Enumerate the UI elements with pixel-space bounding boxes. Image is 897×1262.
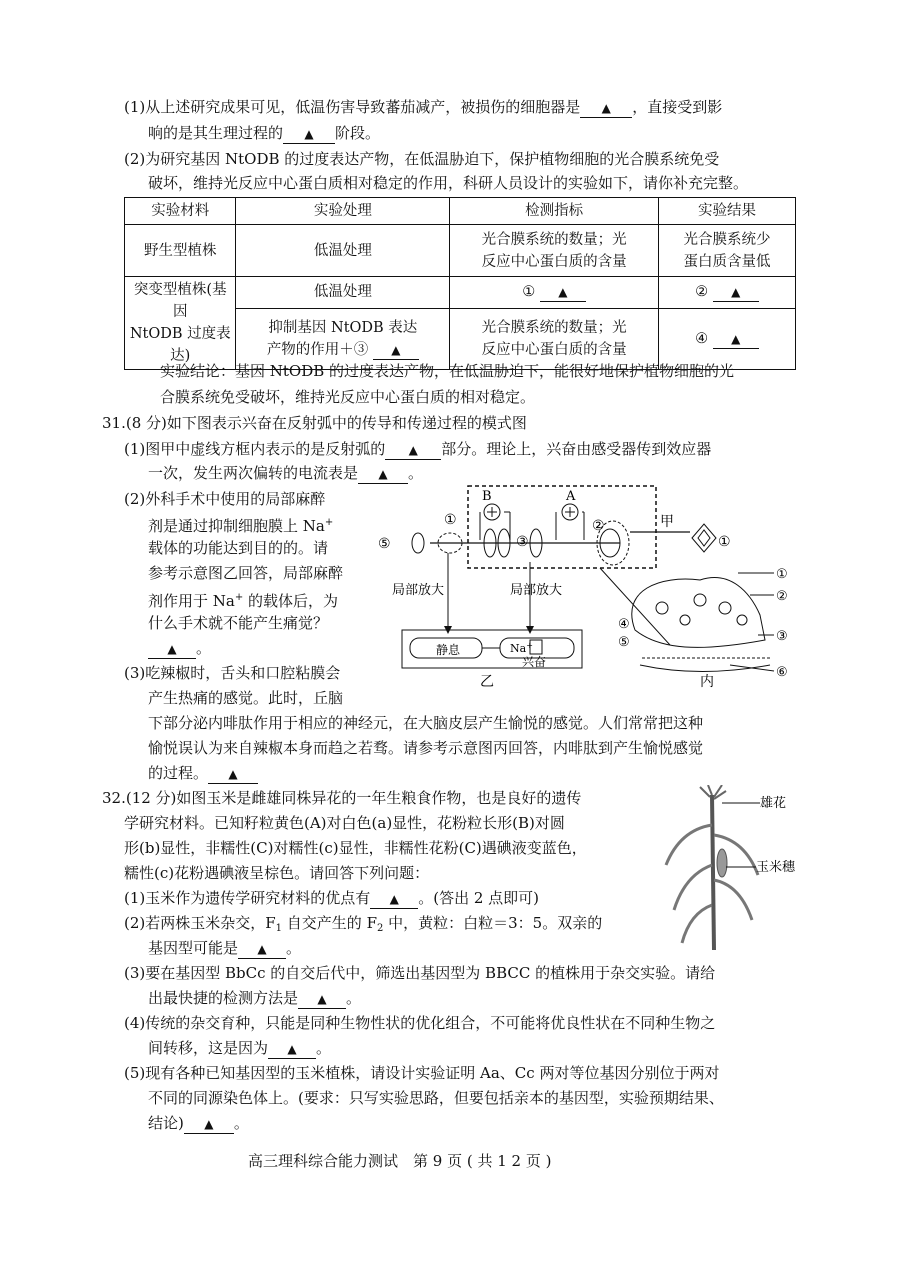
answer-blank[interactable]: ▲: [184, 1114, 234, 1134]
marker-2: ②: [592, 518, 605, 534]
q31-p2-line1: (2)外科手术中使用的局部麻醉: [124, 490, 326, 508]
answer-blank[interactable]: ▲: [713, 330, 759, 349]
q31-p3-line1: (3)吃辣椒时，舌头和口腔粘膜会: [124, 664, 341, 682]
synapse-marker-1: ①: [776, 567, 788, 582]
table-cell: 光合膜系统少 蛋白质含量低: [658, 225, 795, 277]
intro-q2-line1: (2)为研究基因 NtODB 的过度表达产物，在低温胁迫下，保护植物细胞的光合膜系统免受: [124, 150, 720, 168]
table-cell: 低温处理: [236, 277, 450, 309]
q32-p4-line2: 间转移，这是因为 ▲ 。: [148, 1039, 332, 1057]
label-na: Na+: [510, 641, 533, 655]
label-b: B: [482, 489, 492, 504]
answer-blank[interactable]: ▲: [385, 440, 441, 460]
marker-5: ⑤: [378, 536, 391, 552]
q31-p3-line3: 下部分泌内啡肽作用于相应的神经元，在大脑皮层产生愉悦的感觉。人们常常把这种: [148, 714, 704, 732]
q32-p2-line2: 基因型可能是 ▲ 。: [148, 939, 302, 957]
q32-p2-line1: (2)若两株玉米杂交，$F_1$ 自交产生的 $F_2$ 中，黄粒：白粒＝3：5。双亲的: [124, 914, 603, 934]
synapse-marker-2: ②: [776, 589, 788, 604]
q31-p1-line1: (1)图甲中虚线方框内表示的是反射弧的 ▲ 部分。理论上，兴奋由感受器传到效应器: [124, 440, 712, 458]
page-footer: 高三理科综合能力测试 第 9 页 ( 共 1 2 页 ): [248, 1152, 552, 1170]
answer-blank[interactable]: ▲: [370, 889, 418, 909]
marker-1-right: ①: [718, 534, 731, 550]
table-header: 检测指标: [450, 198, 659, 225]
label-zoom-left: 局部放大: [392, 583, 445, 598]
q32-p1: (1)玉米作为遗传学研究材料的优点有 ▲ 。(答出 2 点即可): [124, 889, 540, 907]
q32-line3: 形(b)显性，非糯性(C)对糯性(c)显性，非糯性花粉(C)遇碘液变蓝色，: [124, 839, 587, 857]
table-cell: ① ▲: [450, 277, 659, 309]
q32-line1: 32.(12 分)如图玉米是雌雄同株异花的一年生粮食作物，也是良好的遗传: [102, 789, 582, 807]
answer-blank[interactable]: ▲: [373, 341, 419, 360]
label-jia: 甲: [660, 514, 674, 530]
table-row: [125, 225, 796, 277]
q32-line2: 学研究材料。已知籽粒黄色(A)对白色(a)显性，花粉粒长形(B)对圆: [124, 814, 565, 832]
label-nei: 内: [700, 674, 714, 690]
q31-p3-line2: 产生热痛的感觉。此时，丘脑: [148, 689, 344, 707]
corn-plant-illustration: [660, 785, 810, 955]
answer-blank[interactable]: ▲: [148, 639, 196, 659]
table-cell: 抑制基因 NtODB 表达 产物的作用＋③ ▲: [236, 308, 450, 369]
answer-blank[interactable]: ▲: [283, 124, 335, 144]
synapse-marker-3: ③: [776, 629, 788, 644]
answer-blank[interactable]: ▲: [580, 98, 632, 118]
q31-p2-line7: ▲ 。: [148, 637, 211, 659]
table-cell: ④ ▲: [658, 308, 795, 369]
marker-1: ①: [444, 512, 457, 528]
answer-blank[interactable]: ▲: [540, 283, 586, 302]
q31-title: 31.(8 分)如下图表示兴奋在反射弧中的传导和传递过程的模式图: [102, 414, 527, 432]
table-header: 实验材料: [125, 198, 236, 225]
synapse-marker-6: ⑥: [776, 665, 788, 680]
q31-p1-line2: 一次，发生两次偏转的电流表是 ▲ 。: [148, 464, 424, 482]
table-header: 实验处理: [236, 198, 450, 225]
answer-blank[interactable]: ▲: [358, 464, 408, 484]
table-cell: 低温处理: [236, 225, 450, 277]
q32-p5-line2: 不同的同源染色体上。(要求：只写实验思路，但要包括亲本的基因型，实验预期结果、: [148, 1089, 724, 1107]
table-header-row: [125, 198, 796, 225]
intro-q2-line2: 破坏，维持光反应中心蛋白质相对稳定的作用，科研人员设计的实验如下，请你补充完整。: [148, 174, 749, 192]
answer-blank[interactable]: ▲: [208, 764, 258, 784]
q31-p2-line4: 参考示意图乙回答，局部麻醉: [148, 564, 344, 582]
q32-p4-line1: (4)传统的杂交育种，只能是同种生物性状的优化组合，不可能将优良性状在不同种生物之: [124, 1014, 716, 1032]
q32-p5-line1: (5)现有各种已知基因型的玉米植株，请设计实验证明 Aa、Cc 两对等位基因分别位于两对: [124, 1064, 720, 1082]
intro-q1-line2: 响的是其生理过程的 ▲ 阶段。: [148, 124, 381, 142]
table-row: [125, 277, 796, 309]
q32-p3-line2: 出最快捷的检测方法是 ▲ 。: [148, 989, 362, 1007]
q31-p3-line5: 的过程。 ▲: [148, 762, 258, 784]
q32-line4: 糯性(c)花粉遇碘液呈棕色。请回答下列问题：: [124, 864, 430, 882]
q31-p2-line2: 剂是通过抑制细胞膜上 Na+: [148, 517, 334, 535]
q31-p2-line5: 剂作用于 Na+ 的载体后，为: [148, 592, 339, 610]
label-yi: 乙: [480, 674, 494, 690]
label-excite: 兴奋: [522, 655, 547, 669]
reflex-arc-figure: [370, 480, 810, 690]
table-cell: 野生型植株: [125, 225, 236, 277]
answer-blank[interactable]: ▲: [268, 1039, 316, 1059]
q31-p2-line3: 载体的功能达到目的的。请: [148, 539, 329, 557]
dashed-box: [468, 486, 656, 568]
q31-p2-line6: 什么手术就不能产生痛觉？: [148, 614, 329, 632]
table-cell: 光合膜系统的数量；光 反应中心蛋白质的含量: [450, 225, 659, 277]
synapse-marker-5: ⑤: [618, 635, 630, 650]
table-header: 实验结果: [658, 198, 795, 225]
table-cell: ② ▲: [658, 277, 795, 309]
q32-p5-line3: 结论) ▲ 。: [148, 1114, 249, 1132]
answer-blank[interactable]: ▲: [298, 989, 346, 1009]
answer-blank[interactable]: ▲: [713, 283, 759, 302]
table-cell: 光合膜系统的数量；光 反应中心蛋白质的含量: [450, 308, 659, 369]
corn-ear: [717, 849, 727, 877]
answer-blank[interactable]: ▲: [238, 939, 286, 959]
intro-q1-line1: (1)从上述研究成果可见，低温伤害导致蕃茄减产，被损伤的细胞器是 ▲ ，直接受到影: [124, 98, 723, 116]
label-a: A: [566, 489, 576, 504]
conclusion-line1: 实验结论：基因 NtODB 的过度表达产物，在低温胁迫下，能很好地保护植物细胞的光: [160, 362, 735, 380]
experiment-table: [124, 197, 796, 370]
q31-p3-line4: 愉悦误认为来自辣椒本身而趋之若骛。请参考示意图丙回答，内啡肽到产生愉悦感觉: [148, 739, 704, 757]
conclusion-line2: 合膜系统免受破坏，维持光反应中心蛋白质的相对稳定。: [160, 388, 536, 406]
effector-shape: [412, 533, 424, 553]
label-male-flower: 雄花: [760, 796, 787, 811]
synapse-shape: [632, 578, 765, 648]
q32-p3-line1: (3)要在基因型 BbCc 的自交后代中，筛选出基因型为 BBCC 的植株用于杂交实验。请给: [124, 964, 716, 982]
label-corn-ear: 玉米穗: [756, 860, 796, 875]
label-rest: 静息: [436, 643, 461, 657]
axon-panel: [402, 630, 582, 668]
synapse-marker-4: ④: [618, 617, 630, 632]
label-zoom-right: 局部放大: [510, 583, 563, 598]
marker-3: ③: [516, 534, 529, 550]
table-cell: 突变型植株(基因 NtODB 过度表达): [125, 277, 236, 370]
